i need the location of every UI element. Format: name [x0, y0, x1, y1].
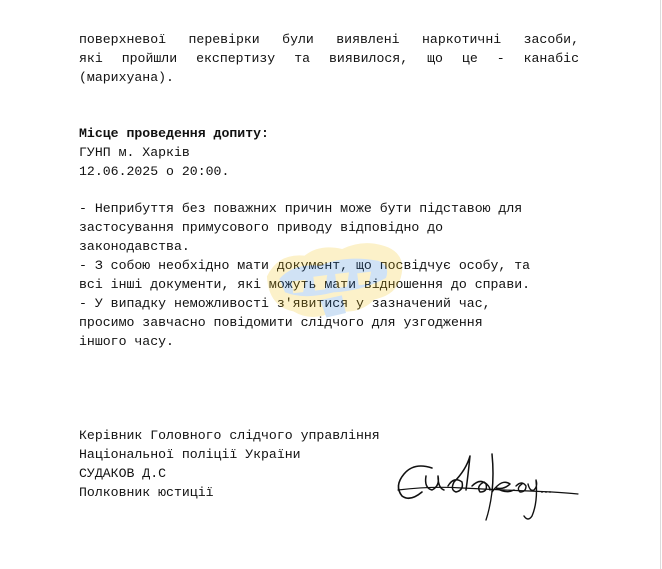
signature [392, 446, 582, 528]
signatory-name: СУДАКОВ Д.С [79, 466, 167, 481]
location-heading: Місце проведення допиту: [79, 126, 269, 141]
location-place: ГУНП м. Харків [79, 145, 190, 160]
note-line-4: - З собою необхідно мати документ, що посвідчує особу, та [79, 258, 531, 273]
signatory-position: Керівник Головного слідчого управління [79, 428, 380, 443]
intro-line-3: (марихуана). [79, 70, 174, 85]
note-line-7: просимо завчасно повідомити слідчого для узгодження [79, 315, 483, 330]
note-line-1: - Неприбуття без поважних причин може бути підставою для [79, 201, 523, 216]
location-datetime: 12.06.2025 о 20:00. [79, 164, 230, 179]
intro-line-2: які пройшли експертизу та виявилося, що це - канабіс [79, 51, 579, 66]
note-line-2: застосування примусового приводу відповідно до [79, 220, 444, 235]
note-line-6: - У випадку неможливості з'явитися у зазначений час, [79, 296, 491, 311]
note-line-3: законодавства. [79, 239, 190, 254]
note-line-8: іншого часу. [79, 334, 174, 349]
intro-line-1: поверхневої перевірки були виявлені наркотичні засоби, [79, 32, 579, 47]
signatory-organization: Національної поліції України [79, 447, 301, 462]
signatory-rank: Полковник юстиції [79, 485, 214, 500]
note-line-5: всі інші документи, які можуть мати відношення до справи. [79, 277, 531, 292]
